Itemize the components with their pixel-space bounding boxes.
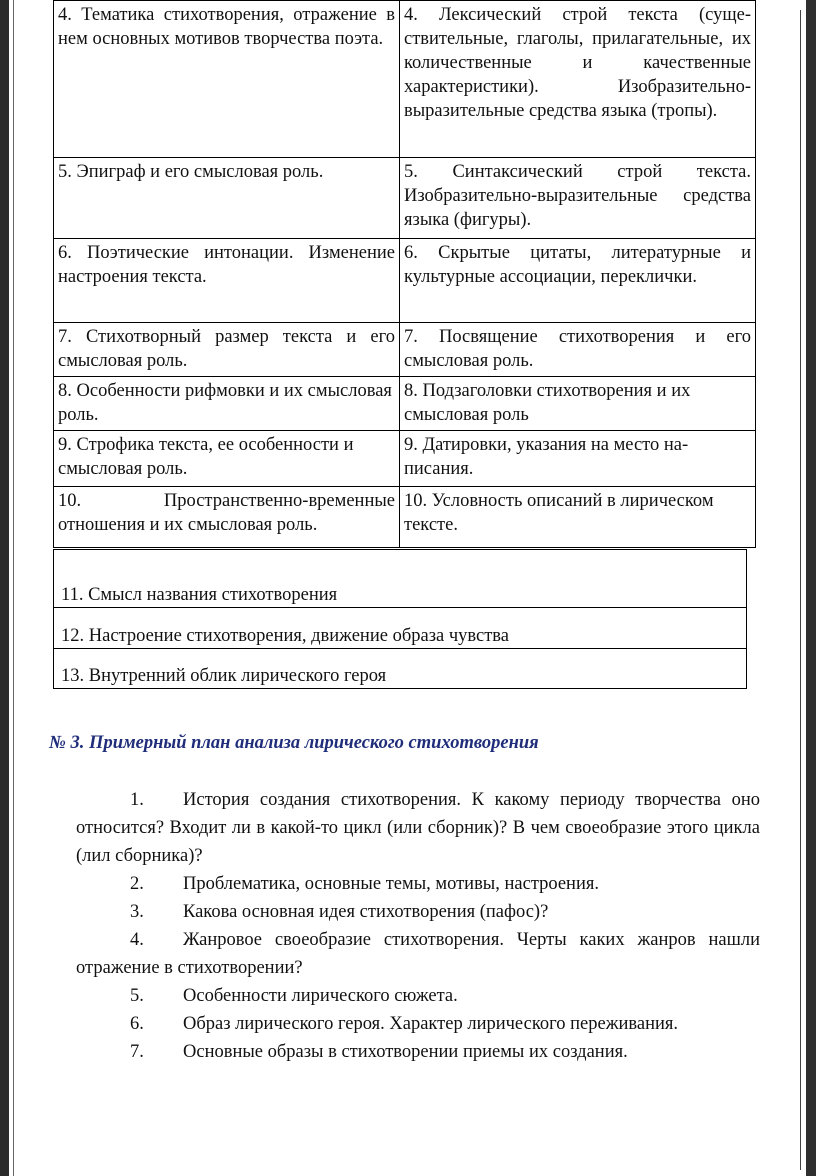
list-item-text: Какова основная идея стихотворения (пафос)? xyxy=(183,902,549,922)
table-row xyxy=(54,487,756,548)
table-cell: 11. Смысл названия стихотворения xyxy=(54,550,747,608)
table-row xyxy=(54,1,756,158)
comparison-table xyxy=(53,0,756,548)
page-edge-right-line xyxy=(800,10,801,1170)
table-row xyxy=(54,323,756,377)
table-row xyxy=(54,158,756,239)
analysis-plan-list xyxy=(76,786,760,1066)
table-cell-left: 5. Эпиграф и его смысловая роль. xyxy=(54,158,400,239)
table-row xyxy=(54,608,747,649)
list-item xyxy=(76,870,760,898)
list-item-text: Особенности лирического сюжета. xyxy=(183,986,458,1006)
table-cell: 13. Внутренний облик лирического героя xyxy=(54,649,747,689)
list-item-number: 5. xyxy=(130,986,144,1006)
list-item-number: 1. xyxy=(130,790,144,810)
table-cell-right: 4. Лексический строй текста (существительные, глаголы, прилагательные, их количественные и качественные характеристики). Изобразительно-выразительные средства языка (тропы). xyxy=(400,1,756,158)
list-item-text: Проблематика, основные темы, мотивы, настроения. xyxy=(183,874,599,894)
list-item xyxy=(76,1010,760,1038)
table-cell-left: 10. Пространственно-временные отношения и их смысловая роль. xyxy=(54,487,400,548)
list-item xyxy=(76,898,760,926)
table-cell-right: 5. Синтаксический строй текста. Изобразительно-выразительные средства языка (фигуры). xyxy=(400,158,756,239)
list-item xyxy=(76,982,760,1010)
list-item-text: Основные образы в стихотворении приемы их создания. xyxy=(183,1042,628,1062)
table-cell-right: 10. Условность описаний в лирическом тексте. xyxy=(400,487,756,548)
table-cell-right: 8. Подзаголовки стихотворения и их смысловая роль xyxy=(400,377,756,431)
table-row xyxy=(54,377,756,431)
table-cell: 12. Настроение стихотворения, движение образа чувства xyxy=(54,608,747,649)
list-item-text: Жанровое своеобразие стихотворения. Черты каких жанров нашли отражение в стихотворении? xyxy=(76,930,760,978)
table-cell-left: 8. Особенности рифмовки и их смысловая роль. xyxy=(54,377,400,431)
table-row xyxy=(54,550,747,608)
single-column-table xyxy=(53,549,747,689)
list-item-text: Образ лирического героя. Характер лирического переживания. xyxy=(183,1014,679,1034)
list-item-number: 2. xyxy=(130,874,144,894)
page-edge-right xyxy=(806,0,816,1176)
list-item-number: 4. xyxy=(130,930,144,950)
table-cell-right: 9. Датировки, указания на место написания. xyxy=(400,431,756,487)
table-row xyxy=(54,431,756,487)
list-item xyxy=(76,926,760,982)
list-item-number: 6. xyxy=(130,1014,144,1034)
list-item xyxy=(76,786,760,870)
table-row xyxy=(54,649,747,689)
section-title: № 3. Примерный план анализа лирического стихотворения xyxy=(49,733,539,753)
table-cell-left: 9. Строфика текста, ее особенности и смысловая роль. xyxy=(54,431,400,487)
table-cell-right: 7. Посвящение стихотворения и его смысловая роль. xyxy=(400,323,756,377)
table-cell-left: 6. Поэтические интонации. Изменение настроения текста. xyxy=(54,239,400,323)
table-cell-right: 6. Скрытые цитаты, литературные и культурные ассоциации, переклички. xyxy=(400,239,756,323)
list-item-number: 7. xyxy=(130,1042,144,1062)
list-item-text: История создания стихотворения. К какому периоду творчества оно относится? Входит ли в какой-то цикл (или сборник)? В чем своеобразие этого цикла (лил сборника)? xyxy=(76,790,760,866)
page-edge-left-line xyxy=(13,0,14,1176)
table-cell-left: 4. Тематика стихотворения, отражение в нем основных мотивов творчества поэта. xyxy=(54,1,400,158)
page-edge-left xyxy=(0,0,9,1176)
table-cell-left: 7. Стихотворный размер текста и его смысловая роль. xyxy=(54,323,400,377)
list-item-number: 3. xyxy=(130,902,144,922)
table-row xyxy=(54,239,756,323)
list-item xyxy=(76,1038,760,1066)
